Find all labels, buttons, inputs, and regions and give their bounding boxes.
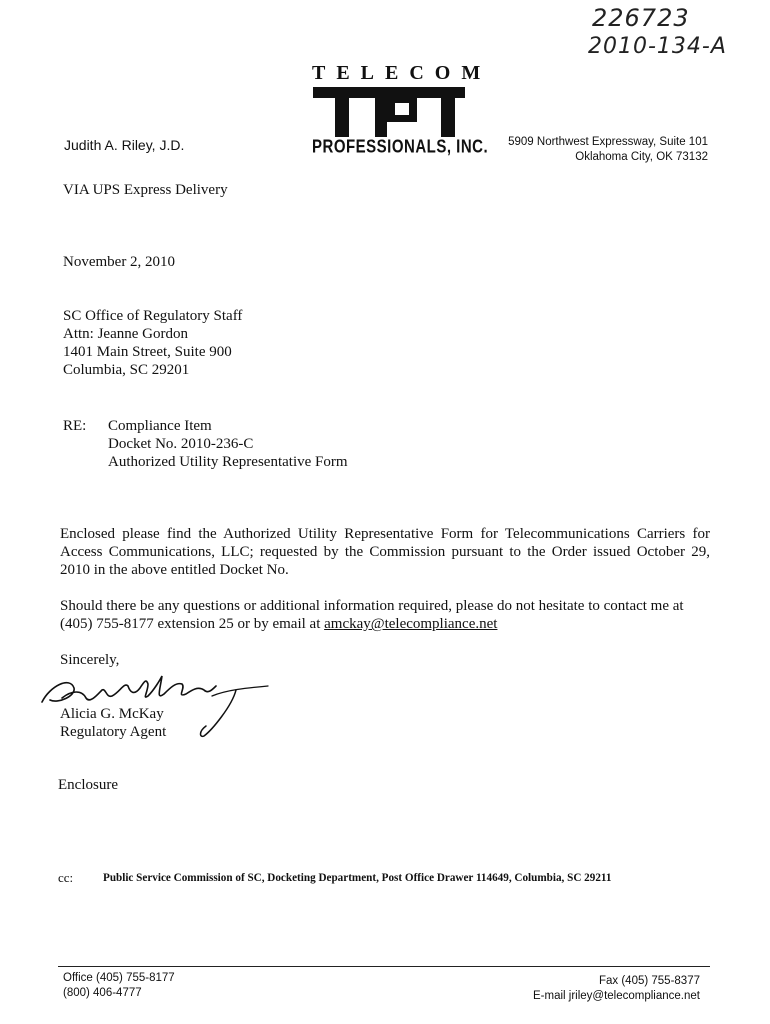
body-paragraph-1: Enclosed please find the Authorized Utility Representative Form for Telecommunications Carriers for Access Communications, LLC; requested by the Commission pursuant to the Order issued October 29, 2010 in the above entitled Docket No. [60,526,710,578]
footer-email: E-mail jriley@telecompliance.net [533,990,700,1002]
recipient-line: SC Office of Regulatory Staff [63,308,243,324]
handwritten-stamp-number: 226723 [592,4,690,32]
sender-address-line1: 5909 Northwest Expressway, Suite 101 [508,136,708,148]
body-paragraph-2-text: Should there be any questions or additional information required, please do not hesitate to contact me at (405) 755-8177 extension 25 or by email at [60,598,684,632]
cc-label: cc: [58,870,74,885]
company-logo-mark [313,87,465,139]
contact-email-link[interactable]: amckay@telecompliance.net [324,616,498,632]
signer-title: Regulatory Agent [60,724,167,740]
letter-date: November 2, 2010 [63,254,176,270]
closing: Sincerely, [60,652,120,668]
handwritten-docket-stamp: 2010-134-A [588,34,727,59]
signer-name: Alicia G. McKay [60,706,164,722]
body-paragraph-2 [60,597,710,633]
re-line: Compliance Item [108,418,212,434]
re-label: RE: [63,418,87,434]
sender-address-line2: Oklahoma City, OK 73132 [575,151,708,163]
logo-top-text: TELECOM [312,62,492,84]
logo-bottom-text: PROFESSIONALS, INC. [312,137,489,158]
footer-office-phone: Office (405) 755-8177 [63,972,175,984]
enclosure-note: Enclosure [58,777,118,793]
cc-recipient: Public Service Commission of SC, Docketing Department, Post Office Drawer 114649, Columbia, SC 29211 [103,870,612,884]
recipient-line: Attn: Jeanne Gordon [63,326,188,342]
footer-divider [58,966,710,967]
sender-name: Judith A. Riley, J.D. [64,137,185,153]
recipient-line: 1401 Main Street, Suite 900 [63,344,232,360]
re-line: Authorized Utility Representative Form [108,454,348,470]
footer-tollfree-phone: (800) 406-4777 [63,987,142,999]
delivery-method: VIA UPS Express Delivery [63,182,228,198]
recipient-line: Columbia, SC 29201 [63,362,190,378]
footer-fax: Fax (405) 755-8377 [598,975,700,987]
re-line: Docket No. 2010-236-C [108,436,254,452]
